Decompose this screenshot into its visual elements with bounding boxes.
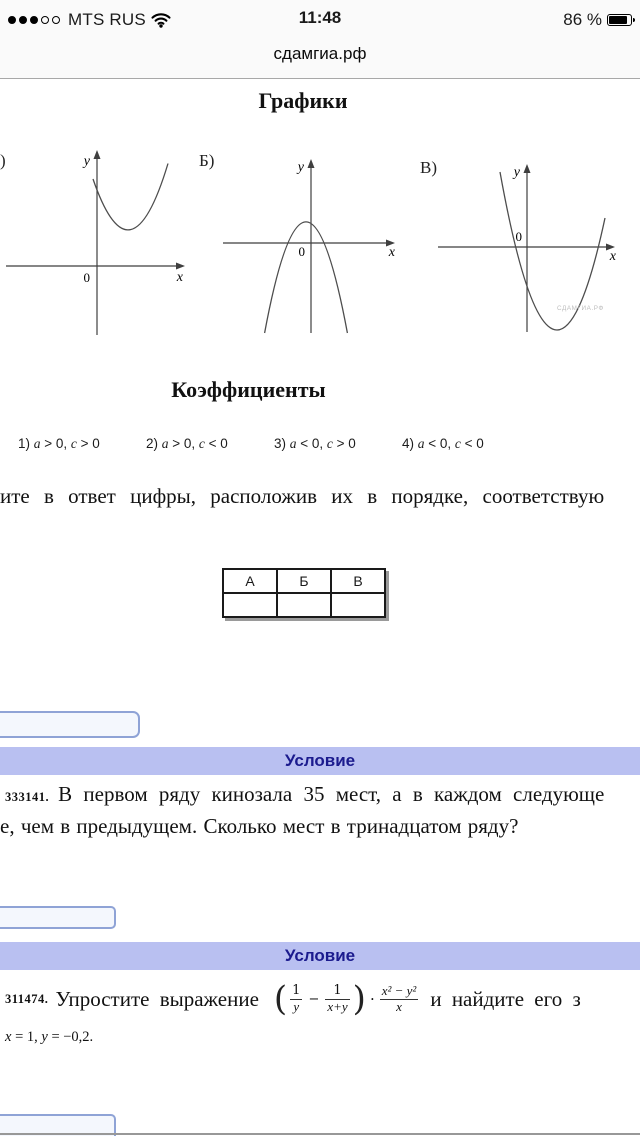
battery-icon xyxy=(607,14,632,26)
address-bar[interactable]: сдамгиа.рф xyxy=(273,44,367,63)
problem-1-number: 333141. xyxy=(5,790,50,804)
fraction-1-denominator: y xyxy=(293,998,300,1014)
fraction-3-denominator: x xyxy=(396,998,402,1014)
graph-a xyxy=(0,145,190,345)
fraction-2 xyxy=(325,984,349,1015)
graph-b-label: Б) xyxy=(199,151,215,170)
graph-b xyxy=(223,155,403,335)
battery-percentage: 86 % xyxy=(563,10,602,29)
table-cell-a xyxy=(223,593,277,617)
problem-2-outro: и найдите его з xyxy=(430,986,581,1011)
problem-2-line-2: x = 1, y = −0,2. xyxy=(5,1029,94,1045)
option-4: 4) a < 0, c < 0 xyxy=(402,436,484,451)
problem-1-line-2: е, чем в предыдущем. Сколько мест в тринадцатом ряду? xyxy=(0,814,519,838)
graph-a-label: ) xyxy=(0,151,6,170)
fraction-2-denominator: x+y xyxy=(327,998,348,1014)
x-axis-label: x xyxy=(609,249,616,264)
y-axis-label: y xyxy=(297,160,304,175)
y-axis-label: y xyxy=(513,165,520,180)
table-header-row xyxy=(223,569,385,593)
parabola-curve xyxy=(93,164,168,230)
open-paren: ( xyxy=(273,978,288,1019)
instruction-text: ите в ответ цифры, расположив их в порядке, соответствую xyxy=(0,484,605,508)
y-axis-arrow xyxy=(524,164,531,173)
bottom-toolbar-edge xyxy=(0,1133,640,1135)
safari-top-bar xyxy=(0,0,640,79)
fraction-3 xyxy=(380,984,419,1015)
parabola-curve xyxy=(265,222,348,333)
problem-2-line-1 xyxy=(0,976,640,1022)
fraction-1-numerator: 1 xyxy=(292,982,301,998)
problem-2-number: 311474. xyxy=(5,991,49,1006)
table-cell-b xyxy=(277,593,331,617)
x-axis-label: x xyxy=(176,270,183,285)
origin-label: 0 xyxy=(515,229,522,244)
graph-v xyxy=(438,160,623,335)
fraction-3-numerator: x² − y² xyxy=(381,982,417,998)
x-axis-label: x xyxy=(388,245,395,260)
y-axis-arrow xyxy=(94,150,101,159)
problem-2-intro: Упростите выражение xyxy=(55,986,259,1011)
table-cell-v xyxy=(331,593,385,617)
condition-header-1: Условие xyxy=(0,747,640,775)
table-header-a: А xyxy=(223,569,277,593)
carrier-label: MTS RUS xyxy=(68,10,146,29)
y-axis-arrow xyxy=(308,159,315,168)
table-answer-row xyxy=(223,593,385,617)
answer-input-1[interactable] xyxy=(0,711,140,738)
option-3: 3) a < 0, c > 0 xyxy=(274,436,356,451)
fraction-1 xyxy=(290,984,302,1015)
close-paren: ) xyxy=(352,978,366,1019)
status-bar xyxy=(0,0,640,40)
option-2: 2) a > 0, c < 0 xyxy=(146,436,228,451)
table-header-b: Б xyxy=(277,569,331,593)
table-header-v: В xyxy=(331,569,385,593)
answer-input-2[interactable] xyxy=(0,906,116,929)
site-watermark: СДАМГИА.РФ xyxy=(557,305,604,312)
y-axis-label: y xyxy=(83,154,90,169)
graph-v-label: В) xyxy=(420,158,437,177)
problem-1-line-1 xyxy=(0,782,640,807)
battery-fill xyxy=(609,16,627,24)
option-1: 1) a > 0, c > 0 xyxy=(18,436,100,451)
origin-label: 0 xyxy=(83,270,90,285)
condition-header-2: Условие xyxy=(0,942,640,970)
graphs-heading: Графики xyxy=(258,88,348,113)
problem-2-formula xyxy=(273,978,420,1019)
x-axis-arrow xyxy=(176,263,185,270)
problem-1-text: В первом ряду кинозала 35 мест, а в каждом следующе xyxy=(58,782,605,806)
answer-table xyxy=(222,568,386,618)
multiplication-dot: · xyxy=(369,990,375,1008)
minus-operator: − xyxy=(308,991,320,1007)
coefficients-heading: Коэффициенты xyxy=(171,377,326,402)
clock: 11:48 xyxy=(298,8,342,27)
fraction-2-numerator: 1 xyxy=(325,984,349,1000)
origin-label: 0 xyxy=(298,244,305,259)
